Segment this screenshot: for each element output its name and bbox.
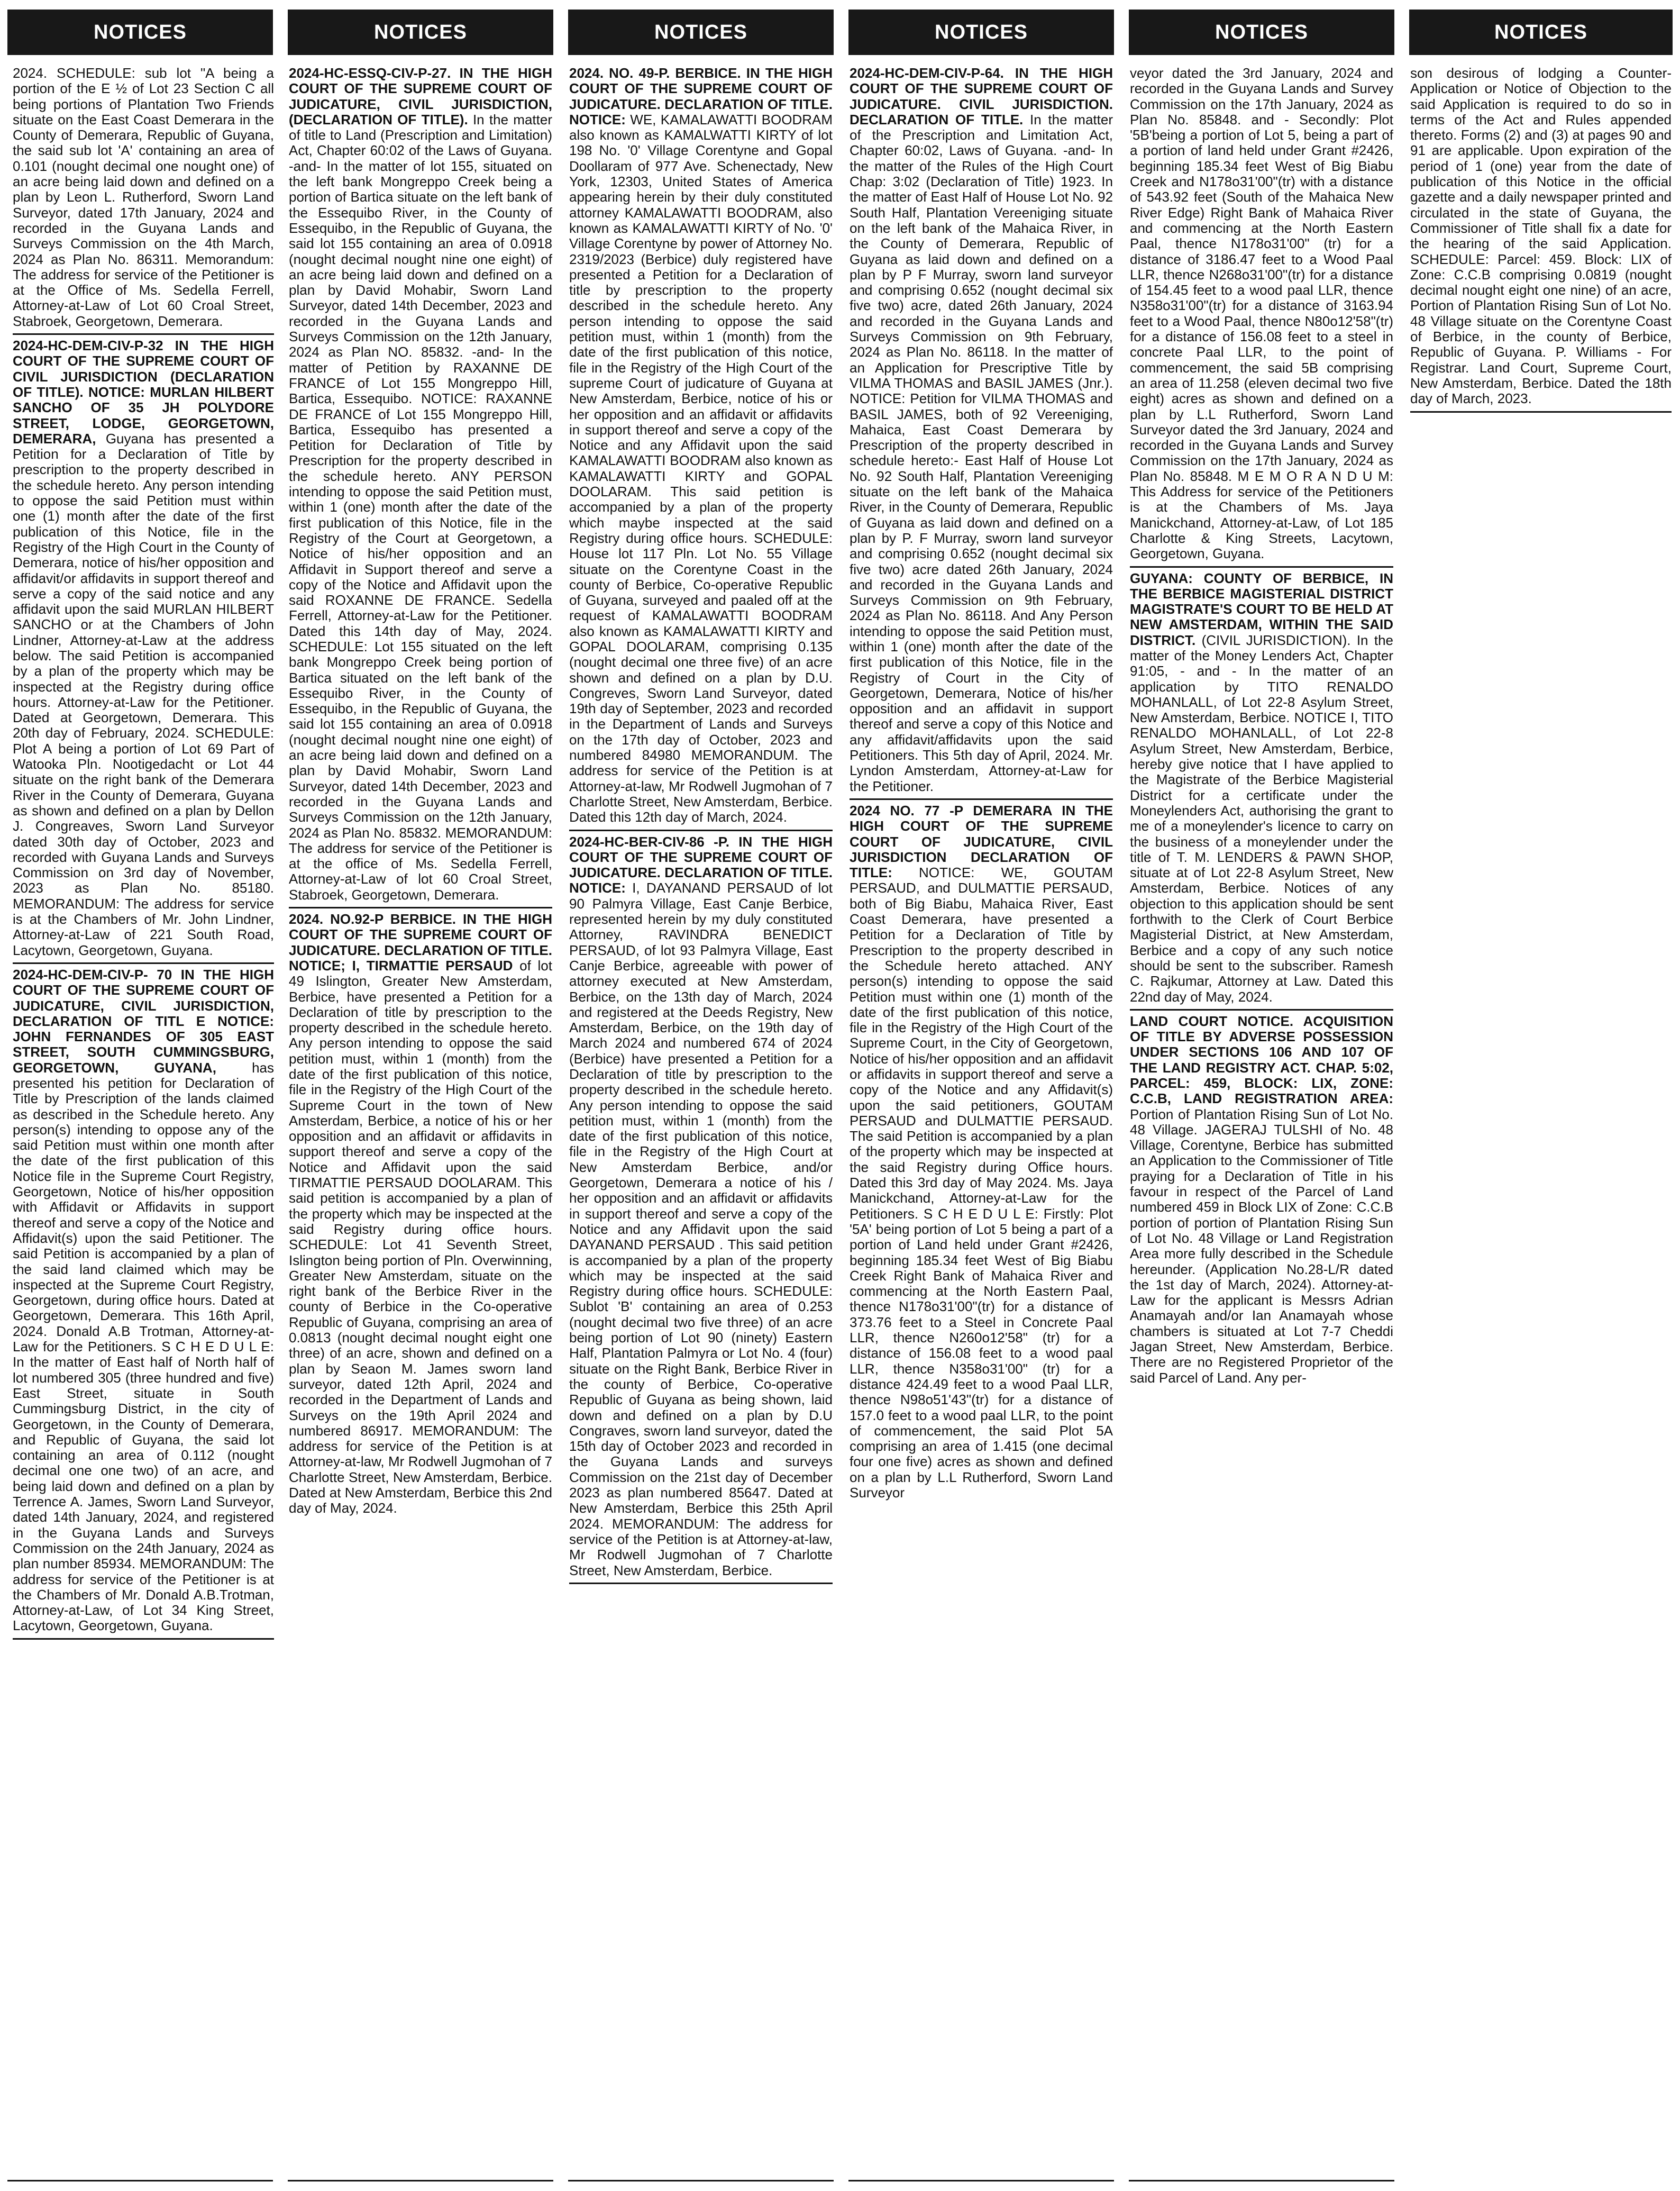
notice xyxy=(569,62,833,831)
notice-body: veyor dated the 3rd January, 2024 and recorded in the Guyana Lands and Survey Commission on the 17th January, 2024 as Plan No. 85848. and - Secondly: Plot '5B'being a portion of Lot 5, being a part of a portion of land held under Grant #2426, beginning 185.34 feet West of Big Biabu Creek and N178o31'00"(tr) with a distance of 543.92 feet (South of the Mahaica New River Edge) Right Bank of Mahaica River and commencing at the North Eastern Paal, thence N178o31'00" (tr) for a distance of 3186.47 feet to a Wood Paal LLR, thence N268o31'00"(tr) for a distance of 154.45 feet to a wood paal LLR, thence N358o31'00"(tr) for a distance of 3163.94 feet to a Wood Paal, thence N80o12'58"(tr) for a distance of 156.08 feet to a steel in concrete Paal LLR, to the point of commencement, the said 5B comprising an area of 11.258 (eleven decimal two five eight) acres as shown and defined on a plan by L.L Rutherford, Sworn Land Surveyor dated the 3rd January, 2024 and recorded in the Guyana Lands and Survey Commission on the 17th January, 2024 as Plan No. 85848. M E M O R A N D U M: This Address for service of the Petitioners is at the Chambers of Ms. Jaya Manickchand, Attorney-at-Law, of Lot 185 Charlotte & King Streets, Lacytown, Georgetown, Guyana. xyxy=(1130,65,1393,562)
notice xyxy=(1130,568,1393,1011)
column-body xyxy=(1410,62,1672,2170)
notice-body: 2024. SCHEDULE: sub lot "A being a portion of the E ½ of Lot 23 Section C all being portions of Plantation Two Friends situate on the East Coast Demerara in the County of Demerara, Republic of Guyana, the said sub lot 'A' containing an area of 0.101 (nought decimal one nought one) of an acre being laid down and defined on a plan by Leon L. Rutherford, Sworn Land Surveyor, dated 17th January, 2024 and recorded in the Guyana Lands and Surveys Commission on the 4th March, 2024 as Plan No. 86311. Memorandum: The address for service of the Petitioner is at the Office of Ms. Sedella Ferrell, Attorney-at-Law of Lot 60 Croal Street, Stabroek, Georgetown, Demerara. xyxy=(13,65,274,329)
column-body xyxy=(569,62,833,2170)
column-bottom-rule xyxy=(848,2180,1114,2181)
notice xyxy=(850,800,1113,1505)
notice-heading: 2024 NO. 77 -P DEMERARA IN THE HIGH COURT OF THE SUPREME COURT OF JUDICATURE, CIVIL JURISDICTION DECLARATION OF TITLE: xyxy=(850,802,1113,881)
notice-body: son desirous of lodging a Counter-Application or Notice of Objection to the said Application is required to do so in terms of the Act and Rules appended thereto. Forms (2) and (3) at pages 90 and 91 are applicable. Upon expiration of the period of 1 (one) year from the date of publication of this Notice in the official gazette and a daily newspaper printed and circulated in the state of Guyana, the Commissioner of Title shall fix a date for the hearing of the said Application. SCHEDULE: Parcel: 459. Block: LIX of Zone: C.C.B comprising 0.0819 (nought decimal nought eight one nine) of an acre, Portion of Plantation Rising Sun of Lot No. 48 Village situate on the Corentyne Coast of Berbice, in the county of Berbice, Republic of Guyana. P. Williams - For Registrar. Land Court, Supreme Court, New Amsterdam, Berbice. Dated the 18th day of March, 2023. xyxy=(1410,65,1672,407)
notices-column-3 xyxy=(561,0,841,2191)
column-body xyxy=(850,62,1113,2170)
column-bottom-rule xyxy=(568,2180,834,2181)
notices-column-2 xyxy=(280,0,561,2191)
column-header: NOTICES xyxy=(7,10,273,55)
column-header: NOTICES xyxy=(568,10,834,55)
notices-column-6 xyxy=(1402,0,1680,2191)
notice xyxy=(1410,62,1672,413)
notice-body: has presented his petition for Declaration of Title by Prescription of the lands claimed as described in the Schedule hereto. Any person(s) intending to oppose any of the said Petition must within one month after the date of the first publication of this Notice file in the Supreme Court Registry, Georgetown, Notice of his/her opposition with Affidavit or Affidavits in support thereof and serve a copy of the Notice and Affidavit(s) upon the said Petitioner. The said Petition is accompanied by a plan of the said land claimed which may be inspected at the Supreme Court Registry, Georgetown, during office hours. Dated at Georgetown, Demerara. This 16th April, 2024. Donald A.B Trotman, Attorney-at-Law for the Petitioners. S C H E D U L E: In the matter of East half of North half of lot numbered 305 (three hundred and five) East Street, situate in South Cummingsburg District, in the city of Georgetown, in the County of Demerara, and Republic of Guyana, the said lot containing an area of 0.112 (nought decimal one one two) of an acre, and being laid down and defined on a plan by Terrence A. James, Sworn Land Surveyor, dated 14th January, 2024, and registered in the Guyana Lands and Surveys Commission on the 24th January, 2024 as plan number 85934. MEMORANDUM: The address for service of the Petitioner is at the Chambers of Mr. Donald A.B.Trotman, Attorney-at-Law, of Lot 34 King Street, Lacytown, Georgetown, Guyana. xyxy=(13,1059,274,1634)
notices-column-1 xyxy=(0,0,280,2191)
column-body xyxy=(13,62,274,2170)
notice-body: I, DAYANAND PERSAUD of lot 90 Palmyra Village, East Canje Berbice, represented herein by my duly constituted Attorney, RAVINDRA BENEDICT PERSAUD, of lot 93 Palmyra Village, East Canje Berbice, agreeable with power of attorney executed at New Amsterdam, Berbice, on the 13th day of March, 2024 and registered at the Deeds Registry, New Amsterdam, Berbice, on the 19th day of March 2024 and numbered 674 of 2024 (Berbice) have presented a Petition for a Declaration of title by prescription to the property described in the schedule hereto. Any person intending to oppose the said petition must, within 1 (month) from the date of the first publication of this notice, file in the Registry of the High Court at New Amsterdam Berbice, and/or Georgetown, Demerara a notice of his / her opposition and an affidavit or affidavits in support thereof and serve a copy of the Notice and any Affidavit upon the said DAYANAND PERSAUD . This said petition is accompanied by a plan of the property which may be inspected at the said Registry during office hours. SCHEDULE: Sublot 'B' containing an area of 0.253 (nought decimal two five three) of an acre being portion of Lot 90 (ninety) Eastern Half, Plantation Palmyra or Lot No. 4 (four) situate on the Right Bank, Berbice River in the county of Berbice, Co-operative Republic of Guyana as being shown, laid down and defined on a plan by D.U Congraves, sworn land surveyor, dated the 15th day of October 2023 and recorded in the Guyana Lands and surveys Commission on the 21st day of December 2023 as plan numbered 85647. Dated at New Amsterdam, Berbice this 25th April 2024. MEMORANDUM: The address for service of the Petition is at Attorney-at-law, Mr Rodwell Jugmohan of 7 Charlotte Street, New Amsterdam, Berbice. xyxy=(569,880,833,1578)
column-header: NOTICES xyxy=(1409,10,1673,55)
notice-heading: 2024. NO.92-P BERBICE. IN THE HIGH COURT OF THE SUPREME COURT OF JUDICATURE. DECLARATION OF TITLE. NOTICE; I, TIRMATTIE PERSAUD xyxy=(289,911,552,974)
notice-heading: LAND COURT NOTICE. ACQUISITION OF TITLE BY ADVERSE POSSESSION UNDER SECTIONS 106 AND 107 OF THE LAND REGISTRY ACT. CHAP. 5:02, PARCEL: 459, BLOCK: LIX, ZONE: C.C.B, LAND REGISTRATION AREA: xyxy=(1130,1013,1393,1107)
column-body xyxy=(289,62,552,2170)
column-header: NOTICES xyxy=(288,10,553,55)
notice-heading: 2024-HC-DEM-CIV-P-32 IN THE HIGH COURT OF THE SUPREME COURT OF CIVIL JURISDICTION (DECLARATION OF TITLE). NOTICE: MURLAN HILBERT SANCHO OF 35 JH POLYDORE STREET, LODGE, GEORGETOWN, DEMERARA, xyxy=(13,338,274,447)
column-bottom-rule xyxy=(1129,2180,1394,2181)
notice-body: WE, KAMALAWATTI BOODRAM also known as KAMALWATTI KIRTY of lot 198 No. '0' Village Corentyne and Gopal Doollaram of 977 Ave. Schenectady, New York, 12303, United States of America appearing herein by their duly constituted attorney KAMALAWATTI BOODRAM, also known as KAMALAWATTI KIRTY of No. '0' Village Corentyne by power of Attorney No. 2319/2023 (Berbice) duly registered have presented a Petition for a Declaration of title by prescription to the property described in the schedule hereto. Any person intending to oppose the said petition must, within 1 (month) from the date of the first publication of this notice, file in the Registry of the High Court of the supreme Court of judicature of Guyana at New Amsterdam, Berbice, notice of his or her opposition and an affidavit or affidavits in support thereof and serve a copy of the Notice and any Affidavit upon the said KAMALAWATTI BOODRAM also known as KAMALAWATTI KIRTY and GOPAL DOOLARAM. This said petition is accompanied by a plan of the property which maybe inspected at the said Registry during office hours. SCHEDULE: House lot 117 Pln. Lot No. 55 Village situate on the Corentyne Coast in the county of Berbice, Co-operative Republic of Guyana, surveyed and paaled off at the request of KAMALAWATTI BOODRAM also known as KAMALAWATTI KIRTY and GOPAL DOOLARAM, comprising 0.135 (nought decimal one three five) of an acre shown and defined on a plan by D.U. Congreves, Sworn Land Surveyor, dated 19th day of September, 2023 and recorded in the Department of Lands and Surveys on the 17th day of October, 2023 and numbered 84980 MEMORANDUM. The address for service of the Petition is at Attorney-at-law, Mr Rodwell Jugmohan of 7 Charlotte Street, New Amsterdam, Berbice. Dated this 12th day of March, 2024. xyxy=(569,111,833,825)
notice xyxy=(289,908,552,1521)
notices-column-5 xyxy=(1121,0,1402,2191)
notice xyxy=(1130,62,1393,568)
notice-heading: 2024-HC-ESSQ-CIV-P-27. IN THE HIGH COURT OF THE SUPREME COURT OF JUDICATURE, CIVIL JURISDICTION, (DECLARATION OF TITLE). xyxy=(289,65,552,128)
notice xyxy=(289,62,552,908)
notice-body: Guyana has presented a Petition for a Declaration of Title by prescription to the property described in the schedule hereto. Any person intending to oppose the said Petition must within one (1) month after the date of the first publication of this Notice, file in the Registry of the High Court in the County of Demerara, notice of his/her opposition and affidavit/or affidavits in support thereof and serve a copy of the said notice and any affidavit upon the said MURLAN HILBERT SANCHO or at the Chambers of John Lindner, Attorney-at-Law at the address below. The said Petition is accompanied by a plan of the property which may be inspected at the Registry during office hours. Attorney-at-Law for the Petitioner. Dated at Georgetown, Demerara. This 20th day of February, 2024. SCHEDULE: Plot A being a portion of Lot 69 Part of Watooka Pln. Nootigedacht or Lot 44 situate on the right bank of the Demerara River in the County of Demerara, Guyana as shown and defined on a plan by Dellon J. Congreaves, Sworn Land Surveyor dated 30th day of October, 2023 and recorded with Guyana Lands and Surveys Commission on 3rd day of November, 2023 as Plan No. 85180. MEMORANDUM: The address for service is at the Chambers of Mr. John Lindner, Attorney-at-Law of 221 South Road, Lacytown, Georgetown, Guyana. xyxy=(13,430,274,958)
notice-body: NOTICE: WE, GOUTAM PERSAUD, and DULMATTIE PERSAUD, both of Big Biabu, Mahaica River, East Coast Demerara, have presented a Petition for a Declaration of Title by Prescription to the property described in the Schedule hereto attached. ANY person(s) intending to oppose the said Petition must within one (1) month of the date of the first publication of this notice, file in the Registry of the High Court of the Supreme Court, in the City of Georgetown, Notice of his/her opposition and an affidavit or affidavits in support thereof and serve a copy of the Notice and any Affidavit(s) upon the said petitioners, GOUTAM PERSAUD and DULMATTIE PERSAUD. The said Petition is accompanied by a plan of the property which may be inspected at the said Registry during Office hours. Dated this 3rd day of May 2024. Ms. Jaya Manickchand, Attorney-at-Law for the Petitioners. S C H E D U L E: Firstly: Plot '5A' being portion of Lot 5 being a part of a portion of Land held under Grant #2426, beginning 185.34 feet West of Big Biabu Creek Right Bank of Mahaica River and commencing at the North Eastern Paal, thence N178o31'00"(tr) for a distance of 373.76 feet to a Steel in Concrete Paal LLR, thence N260o12'58" (tr) for a distance of 156.08 feet to a wood paal LLR, thence N358o31'00" (tr) for a distance 424.49 feet to a wood Paal LLR, thence N98o51'43"(tr) for a distance of 157.0 feet to a wood paal LLR, to the point of commencement, the said Plot 5A comprising an area of 1.415 (one decimal four one five) acres as shown and defined on a plan by L.L Rutherford, Sworn Land Surveyor xyxy=(850,865,1113,1501)
notice-body: Portion of Plantation Rising Sun of Lot No. 48 Village. JAGERAJ TULSHI of No. 48 Village, Corentyne, Berbice has submitted an Application to the Commissioner of Title praying for a Declaration of Title in his favour in respect of the Parcel of Land numbered 459 in Block LIX of Zone: C.C.B portion of portion of Plantation Rising Sun of Lot No. 48 Village or Land Registration Area more fully described in the Schedule hereunder. (Application No.28-L/R dated the 1st day of March, 2024). Attorney-at-Law for the applicant is Messrs Adrian Anamayah and/or Ian Anamayah whose chambers is situated at Lot 7-7 Cheddi Jagan Street, New Amsterdam, Berbice. There are no Registered Proprietor of the said Parcel of Land. Any per- xyxy=(1130,1106,1393,1386)
notice xyxy=(1130,1011,1393,1390)
notice-heading: 2024-HC-DEM-CIV-P-64. IN THE HIGH COURT OF THE SUPREME COURT OF JUDICATURE. CIVIL JURISDICTION. DECLARATION OF TITLE. xyxy=(850,65,1113,128)
column-bottom-rule xyxy=(7,2180,273,2181)
notices-column-4 xyxy=(841,0,1121,2191)
notice xyxy=(569,831,833,1584)
notice xyxy=(850,62,1113,800)
column-header: NOTICES xyxy=(848,10,1114,55)
notice-heading: 2024. NO. 49-P. BERBICE. IN THE HIGH COURT OF THE SUPREME COURT OF JUDICATURE. DECLARATION OF TITLE. NOTICE: xyxy=(569,65,833,128)
notice-body: In the matter of title to Land (Prescription and Limitation) Act, Chapter 60:02 of the Laws of Guyana. -and- In the matter of lot 155, situated on the left bank Mongreppo Creek being a portion of Bartica situate on the left bank of the Essequibo River, in the County of Essequibo, in the Republic of Guyana, the said lot 155 containing an area of 0.0918 (nought decimal nought nine one eight) of an acre being laid down and defined on a plan by David Mohabir, Sworn Land Surveyor, dated 14th December, 2023 and recorded in the Guyana Lands and Surveys Commission on the 12th January, 2024 as Plan NO. 85832. -and- In the matter of Petition by RAXANNE DE FRANCE of Lot 155 Mongreppo Hill, Bartica, Essequibo. NOTICE: RAXANNE DE FRANCE of Lot 155 Mongreppo Hill, Bartica, Essequibo has presented a Petition for Declaration of Title by Prescription for the property described in the schedule hereto. ANY PERSON intending to oppose the said Petition must, within 1 (one) month after the date of the first publication of this Notice, file in the Registry of the Court at Georgetown, a Notice of his/her opposition and an Affidavit in Support thereof and serve a copy of the Notice and Affidavit upon the said ROXANNE DE FRANCE. Sedella Ferrell, Attorney-at-Law for the Petitioner. Dated this 14th day of May, 2024. SCHEDULE: Lot 155 situated on the left bank Mongreppo Creek being portion of Bartica situated on the left bank of the Essequibo River, in the County of Essequibo, in the Republic of Guyana, the said lot 155 containing an area of 0.0918 (nought decimal nought nine one eight) of an acre being laid down and defined on a plan by David Mohabir, Sworn Land Surveyor, dated 14th December, 2023 and recorded in the Guyana Lands and Surveys Commission on the 12th January, 2024 as Plan No. 85832. MEMORANDUM: The address for service of the Petitioner is at the office of Ms. Sedella Ferrell, Attorney-at-Law of lot 60 Croal Street, Stabroek, Georgetown, Demerara. xyxy=(289,111,552,903)
notice-heading: 2024-HC-BER-CIV-86 -P. IN THE HIGH COURT OF THE SUPREME COURT OF JUDICATURE. DECLARATION OF TITLE. NOTICE: xyxy=(569,833,833,896)
column-header: NOTICES xyxy=(1129,10,1394,55)
column-bottom-rule xyxy=(288,2180,553,2181)
column-body xyxy=(1130,62,1393,2170)
notice-heading: GUYANA: COUNTY OF BERBICE, IN THE BERBICE MAGISTERIAL DISTRICT MAGISTRATE'S COURT TO BE HELD AT NEW AMSTERDAM, WITHIN THE SAID DISTRICT. xyxy=(1130,570,1393,648)
notice-body: In the matter of the Prescription and Limitation Act, Chapter 60:02, Laws of Guyana. -and- In the matter of the Rules of the High Court Chap: 3:02 (Declaration of Title) 1923. In the matter of East Half of House Lot No. 92 South Half, Plantation Vereeniging situate on the left bank of the Mahaica River, in the County of Demerara, Republic of Guyana as laid down and defined on a plan by P F Murray, sworn land surveyor and comprising 0.652 (nought decimal six five two) acre, dated 26th January, 2024 and recorded in the Guyana Lands and Surveys Commission on 9th February, 2024 as Plan No. 86118. In the matter of an Application for Prescriptive Title by VILMA THOMAS and BASIL JAMES (Jnr.). NOTICE: Petition for VILMA THOMAS and BASIL JAMES, both of 92 Vereeniging, Mahaica, East Coast Demerara by Prescription of the property described in schedule hereto:- East Half of House Lot No. 92 South Half, Plantation Vereeniging situate on the left bank of the Mahaica River, in the County of Demerara, Republic of Guyana as laid down and defined on a plan by P. F Murray, sworn land surveyor and comprising 0.652 (nought decimal six five two) acre dated 26th January, 2024 and recorded in the Guyana Lands and Surveys Commission on 9th February, 2024 as Plan No. 86118. And Any Person intending to oppose the said Petition must, within 1 (one) month after the date of the first publication of this Notice, file in the Registry of Court in the City of Georgetown, Demerara, Notice of his/her opposition and an affidavit in support thereof and serve a copy of this Notice and any affidavit/affidavits upon the said Petitioners. This 5th day of April, 2024. Mr. Lyndon Amsterdam, Attorney-at-Law for the Petitioner. xyxy=(850,111,1113,794)
notice xyxy=(13,964,274,1640)
notice xyxy=(13,335,274,964)
notice-body: (CIVIL JURISDICTION). In the matter of the Money Lenders Act, Chapter 91:05, - and - In the matter of an application by TITO RENALDO MOHANLALL, of Lot 22-8 Asylum Street, New Amsterdam, Berbice. NOTICE I, TITO RENALDO MOHANLALL, of Lot 22-8 Asylum Street, New Amsterdam, Berbice, hereby give notice that I have applied to the Magistrate of the Berbice Magisterial District for a certificate under the Moneylenders Act, authorising the grant to me of a moneylender's licence to carry on the business of a moneylender under the title of T. M. LENDERS & PAWN SHOP, situate at of Lot 22-8 Asylum Street, New Amsterdam, Berbice. Notices of any objection to this application should be sent forthwith to the Clerk of Court Berbice Magisterial District, at New Amsterdam, Berbice and a copy of any such notice should be sent to the subscriber. Ramesh C. Rajkumar, Attorney at Law. Dated this 22nd day of May, 2024. xyxy=(1130,632,1393,1005)
notice-body: of lot 49 Islington, Greater New Amsterdam, Berbice, have presented a Petition for a Declaration of title by prescription to the property described in the schedule hereto. Any person intending to oppose the said petition must, within 1 (month) from the date of the first publication of this notice, file in the Registry of the High Court of the Supreme Court in the town of New Amsterdam, Berbice, a notice of his or her opposition and an affidavit or affidavits in support thereof and serve a copy of the Notice and Affidavit upon the said TIRMATTIE PERSAUD DOOLARAM. This said petition is accompanied by a plan of the property which may be inspected at the said Registry during office hours. SCHEDULE: Lot 41 Seventh Street, Islington being portion of Pln. Overwinning, Greater New Amsterdam, situate on the right bank of the Berbice River in the county of Berbice in the Co-operative Republic of Guyana, comprising an area of 0.0813 (nought decimal nought eight one three) of an acre, shown and defined on a plan by Seaon M. James sworn land surveyor, dated 12th April, 2024 and recorded in the Department of Lands and Surveys on the 19th April 2024 and numbered 86917. MEMORANDUM: The address for service of the Petition is at Attorney-at-law, Mr Rodwell Jugmohan of 7 Charlotte Street, New Amsterdam, Berbice. Dated at New Amsterdam, Berbice this 2nd day of May, 2024. xyxy=(289,957,552,1516)
notice-heading: 2024-HC-DEM-CIV-P- 70 IN THE HIGH COURT OF THE SUPREME COURT OF JUDICATURE, CIVIL JURISDICTION, DECLARATION OF TITL E NOTICE: JOHN FERNANDES OF 305 EAST STREET, SOUTH CUMMINGSBURG, GEORGETOWN, GUYANA, xyxy=(13,966,274,1076)
notice xyxy=(13,62,274,335)
